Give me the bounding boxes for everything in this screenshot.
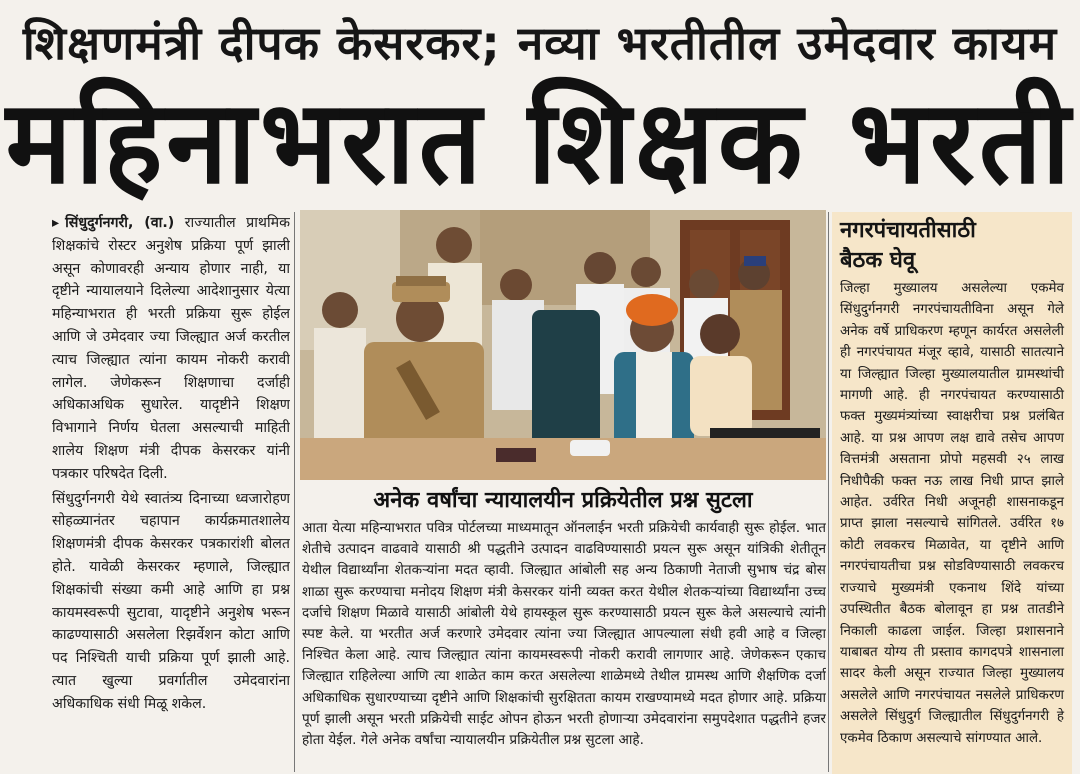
sidebar-title-line-2: बैठक घेवू — [840, 248, 916, 273]
dateline-mark: ▸ — [52, 215, 60, 231]
sidebar-article — [832, 276, 1072, 749]
headline: महिनाभरात शिक्षक भरती — [5, 74, 1075, 210]
sidebar-article-text: जिल्हा मुख्यालय असलेल्या एकमेव सिंधुदुर्गनगरी नगरपंचायतीविना असून गेले अनेक वर्षे प्राधिकरण म्हणून कार्यरत असलेली ही नगरपंचायत मंजूर व्हावे, यासाठी सातत्याने या जिल्ह्यात जिल्हा मुख्यालयातील ग्रामस्थांची मागणी आहे. ही नगरपंचायत करण्यासाठी फक्त मुख्यमंत्र्यांच्या स्वाक्षरीचा प्रश्न प्रलंबित आहे. या प्रश्न आपण लक्ष द्यावे तसेच आपण वित्तमंत्री असताना प्रोपो महसवी २५ लाख निधीपैकी फक्त नऊ लाख निधी प्राप्त झाले आहेत. उर्वरित निधी अजूनही शासनाकडून प्राप्त झाला नसल्याचे सांगितले. उर्वरित १७ कोटी लवकरच मिळावेत, या दृष्टीने आणि नगरपंचायतीचा प्रश्न सोडविण्यासाठी लवकरच राज्याचे मुख्यमंत्री एकनाथ शिंदे यांच्या उपस्थितीत बैठक बोलावून हा प्रश्न तातडीने निकाली काढला जाईल. जिल्हा प्रशासनाने याबाबत योग्य ती प्रस्ताव कागदपत्रे शासनाला सादर केली असून राज्यात जिल्हा मुख्यालय असलेले आणि नगरपंचायत नसलेले प्राधिकरण असलेले सिंधुदुर्ग जिल्ह्यातील सिंधुदुर्गनगरी हे एकमेव ठिकाण असल्याचे सांगण्यात आले. — [840, 281, 1064, 746]
sidebar-title-line-1: नगरपंचायतीसाठी — [840, 218, 976, 243]
left-column-article — [52, 212, 290, 774]
middle-heading: अनेक वर्षांचा न्यायालयीन प्रक्रियेतील प्रश्न सुटला — [373, 488, 753, 513]
photo-illustration — [300, 210, 826, 480]
middle-article-text: आता येत्या महिन्याभरात पवित्र पोर्टलच्या माध्यमातून ऑनलाईन भरती प्रक्रियेची कार्यवाही सुरू होईल. भात शेतीचे उत्पादन वाढवावे यासाठी श्री पद्धतीने उत्पादन वाढविण्यासाठी प्रयत्न सुरू असून यांत्रिकी शेतीतून येथील विद्यार्थ्यांना शेतकऱ्यांना मदत व्हावी. जिल्ह्यात आंबोली सह अन्य ठिकाणी नेताजी सुभाष चंद्र बोस शाळा सुरू करण्याचा मनोदय शिक्षण मंत्री केसरकर यांनी व्यक्त करत येथील शेतकऱ्यांच्या विद्यार्थ्यांना उच्च दर्जाचे शिक्षण मिळावे यासाठी आंबोली येथे हायस्कूल सुरू करण्यासाठी प्रयत्न सुरू केले असल्याचे त्यांनी स्पष्ट केले. या भरतीत अर्ज करणारे उमेदवार त्यांना ज्या जिल्ह्यात आपल्याला संधी हवी आहे व जिल्हा निश्चित केला आहे. त्याच जिल्ह्यात त्यांना कायमस्वरूपी नोकरी करावी लागणार आहे. जेणेकरून एकाच जिल्ह्यात राहिलेल्या आणि त्या शाळेत काम करत असलेल्या शाळेमध्ये तेथील ग्रामस्थ आणि शैक्षणिक दर्जा अधिकाधिक सुधारण्याच्या दृष्टीने आणि शिक्षकांची सुरक्षितता कायम राखण्यामध्ये मदत होणार आहे. प्रक्रिया पूर्ण झाली असून भरती प्रक्रियेची साईट ओपन होऊन भरती होणाऱ्या उमेदवारांना समुपदेशात पद्धतीने हजर होता येईल. गेले अनेक वर्षांचा न्यायालयीन प्रक्रियेतील प्रश्न सुटला आहे. — [302, 520, 826, 749]
right-sidebar-box — [832, 212, 1072, 774]
left-paragraph-1 — [52, 212, 290, 486]
middle-article — [302, 518, 826, 774]
left-paragraph-2: सिंधुदुर्गनगरी येथे स्वातंत्र्य दिनाच्या ध्वजारोहण सोहळ्यानंतर चहापान कार्यक्रमातशालेय शिक्षणमंत्री दीपक केसरकर पत्रकारांशी बोलत होते. यावेळी केसरकर म्हणाले, जिल्ह्यात शिक्षकांची संख्या कमी आहे आणि हा प्रश्न कायमस्वरूपी सुटावा, यादृष्टीने अनुशेष भरून काढण्यासाठी असलेला रिझर्वेशन कोटा आणि पद निश्चिती याची प्रक्रिया पूर्ण झाली आहे. त्यात खुल्या प्रवर्गातील उमेदवारांना अधिकाधिक संधी मिळू शकेल. — [52, 490, 290, 712]
subheadline: शिक्षणमंत्री दीपक केसरकर; नव्या भरतीतील उमेदवार कायम — [22, 16, 1058, 70]
column-divider-left — [294, 212, 295, 772]
left-paragraph-1-text: राज्यातील प्राथमिक शिक्षकांचे रोस्टर अनुशेष प्रक्रिया पूर्ण झाली असून कोणावरही अन्याय होणार नाही, या दृष्टीने न्यायालयाने दिलेल्या आदेशानुसार येत्या महिन्याभरात ही भरती प्रक्रिया सुरू होईल आणि जे उमेदवार ज्या जिल्ह्यात अर्ज करतील त्याच जिल्ह्यात त्यांना कायम नोकरी करावी लागेल. जेणेकरून शिक्षणाचा दर्जाही अधिकाअधिक सुधारेल. यादृष्टीने शिक्षण विभागाने निर्णय घेतला असल्याची माहिती शालेय शिक्षण मंत्री दीपक केसरकर यांनी पत्रकार परिषदेत दिली. — [52, 215, 290, 482]
press-conference-photo — [300, 210, 826, 480]
sidebar-title — [832, 212, 1072, 276]
dateline: सिंधुदुर्गनगरी, (वा.) — [65, 215, 175, 231]
column-divider-right — [828, 212, 829, 772]
